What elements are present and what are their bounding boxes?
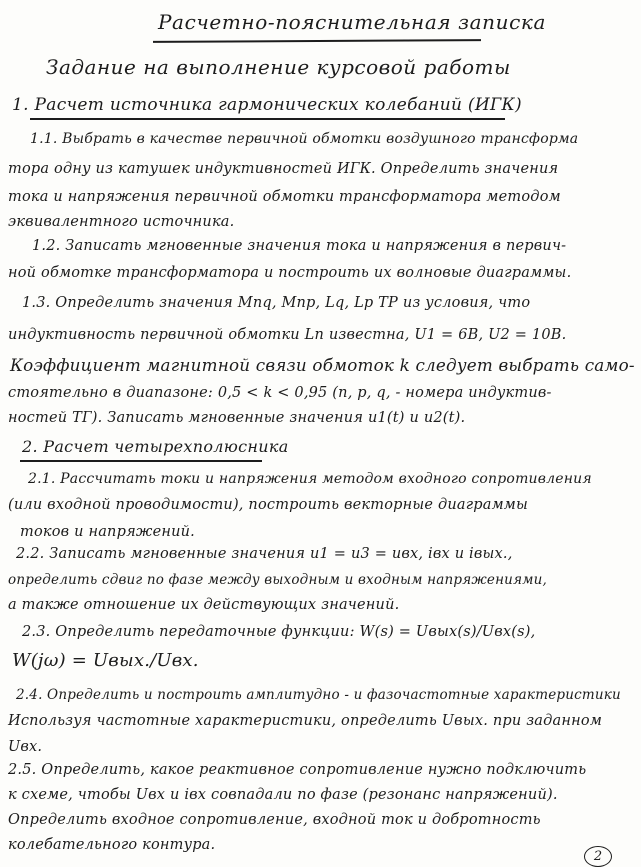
section-1-line: 1.1. Выбрать в качестве первичной обмотки воздушного трансформа: [30, 131, 579, 147]
section-1-line: ностей ТГ). Записать мгновенные значения u1(t) и u2(t).: [8, 410, 466, 426]
section-2-line: 2.3. Определить передаточные функции: W(s) = Uвых(s)/Uвх(s),: [22, 624, 536, 640]
section-2-line: а также отношение их действующих значений.: [8, 597, 400, 613]
page-subtitle: Задание на выполнение курсовой работы: [46, 55, 511, 79]
section-2-line: определить сдвиг по фазе между выходным и входным напряжениями,: [8, 572, 547, 588]
page-number-badge: 2: [584, 846, 612, 867]
section-1-line: Коэффициент магнитной связи обмоток k следует выбрать само-: [10, 355, 635, 375]
section-1-line: тора одну из катушек индуктивностей ИГК. Определить значения: [8, 161, 559, 177]
section-2-line: к схеме, чтобы Uвх и iвх совпадали по фазе (резонанс напряжений).: [8, 787, 558, 803]
section-2-underline: [20, 460, 262, 462]
title-underline: [153, 39, 481, 43]
page-title: Расчетно-пояснительная записка: [158, 10, 546, 34]
section-1-line: 1.3. Определить значения Mnq, Mnp, Lq, Lp ТР из условия, что: [22, 295, 531, 311]
section-2-line: (или входной проводимости), построить векторные диаграммы: [8, 497, 529, 513]
section-1-line: ной обмотке трансформатора и построить их волновые диаграммы.: [8, 265, 572, 281]
section-1-line: индуктивность первичной обмотки Ln известна, U1 = 6В, U2 = 10В.: [8, 327, 567, 343]
section-2-line: 2.4. Определить и построить амплитудно - и фазочастотные характеристики: [16, 687, 621, 703]
section-1-line: тока и напряжения первичной обмотки трансформатора методом: [8, 189, 561, 205]
section-2-line: Определить входное сопротивление, входной ток и добротность: [8, 812, 541, 828]
section-2-line: 2.5. Определить, какое реактивное сопротивление нужно подключить: [8, 762, 587, 778]
section-2-line: Uвх.: [8, 739, 43, 755]
section-2-line: колебательного контура.: [8, 837, 216, 853]
section-1-line: 1.2. Записать мгновенные значения тока и напряжения в первич-: [32, 238, 567, 254]
section-1-heading: 1. Расчет источника гармонических колебаний (ИГК): [12, 95, 522, 115]
section-2-line: 2.2. Записать мгновенные значения u1 = u3 = uвх, iвх и iвых.,: [16, 546, 513, 562]
section-2-line: Используя частотные характеристики, определить Uвых. при заданном: [8, 713, 603, 729]
section-1-line: эквивалентного источника.: [8, 214, 235, 230]
section-2-line: токов и напряжений.: [20, 524, 195, 540]
section-2-heading: 2. Расчет четырехполюсника: [22, 437, 289, 456]
section-1-line: стоятельно в диапазоне: 0,5 < k < 0,95 (n, p, q, - номера индуктив-: [8, 385, 552, 401]
section-2-line: W(jω) = Uвых./Uвх.: [12, 650, 199, 671]
section-1-underline: [30, 118, 505, 120]
section-2-line: 2.1. Рассчитать токи и напряжения методом входного сопротивления: [28, 471, 592, 487]
